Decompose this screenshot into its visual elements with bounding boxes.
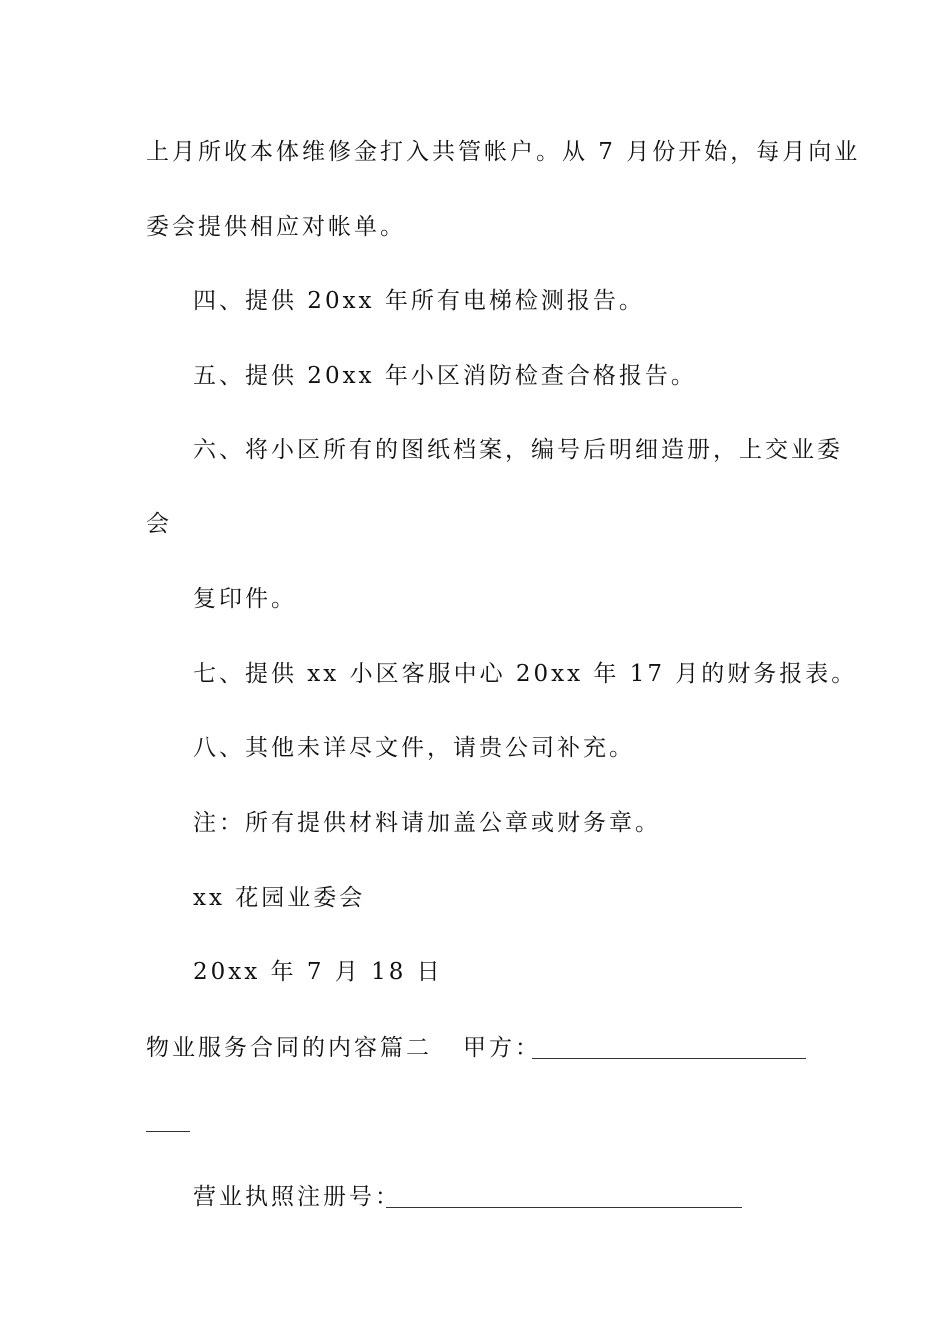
list-item-5: 五、提供 20xx 年小区消防检查合格报告。 (193, 363, 697, 389)
signature-organization: xx 花园业委会 (193, 885, 366, 911)
section-title: 物业服务合同的内容篇二 (146, 1035, 432, 1061)
party-a-label: 甲方： (463, 1035, 541, 1061)
list-item-7: 七、提供 xx 小区客服中心 20xx 年 17 月的财务报表。 (193, 661, 858, 687)
note-line: 注：所有提供材料请加盖公章或财务章。 (193, 810, 661, 836)
list-item-8: 八、其他未详尽文件，请贵公司补充。 (193, 735, 635, 761)
list-item-6-continued: 会 (146, 511, 172, 537)
paragraph-line: 委会提供相应对帐单。 (146, 214, 406, 240)
list-item-6-continued: 复印件。 (193, 586, 297, 612)
license-number-label: 营业执照注册号： (193, 1184, 401, 1210)
list-item-4: 四、提供 20xx 年所有电梯检测报告。 (193, 288, 645, 314)
license-number-blank-line (386, 1207, 742, 1208)
signature-date: 20xx 年 7 月 18 日 (193, 959, 443, 985)
party-a-blank-line-continued (146, 1131, 190, 1132)
party-a-blank-line (532, 1058, 806, 1059)
paragraph-line: 上月所收本体维修金打入共管帐户。从 7 月份开始，每月向业 (146, 139, 861, 165)
list-item-6: 六、将小区所有的图纸档案，编号后明细造册，上交业委 (193, 437, 843, 463)
